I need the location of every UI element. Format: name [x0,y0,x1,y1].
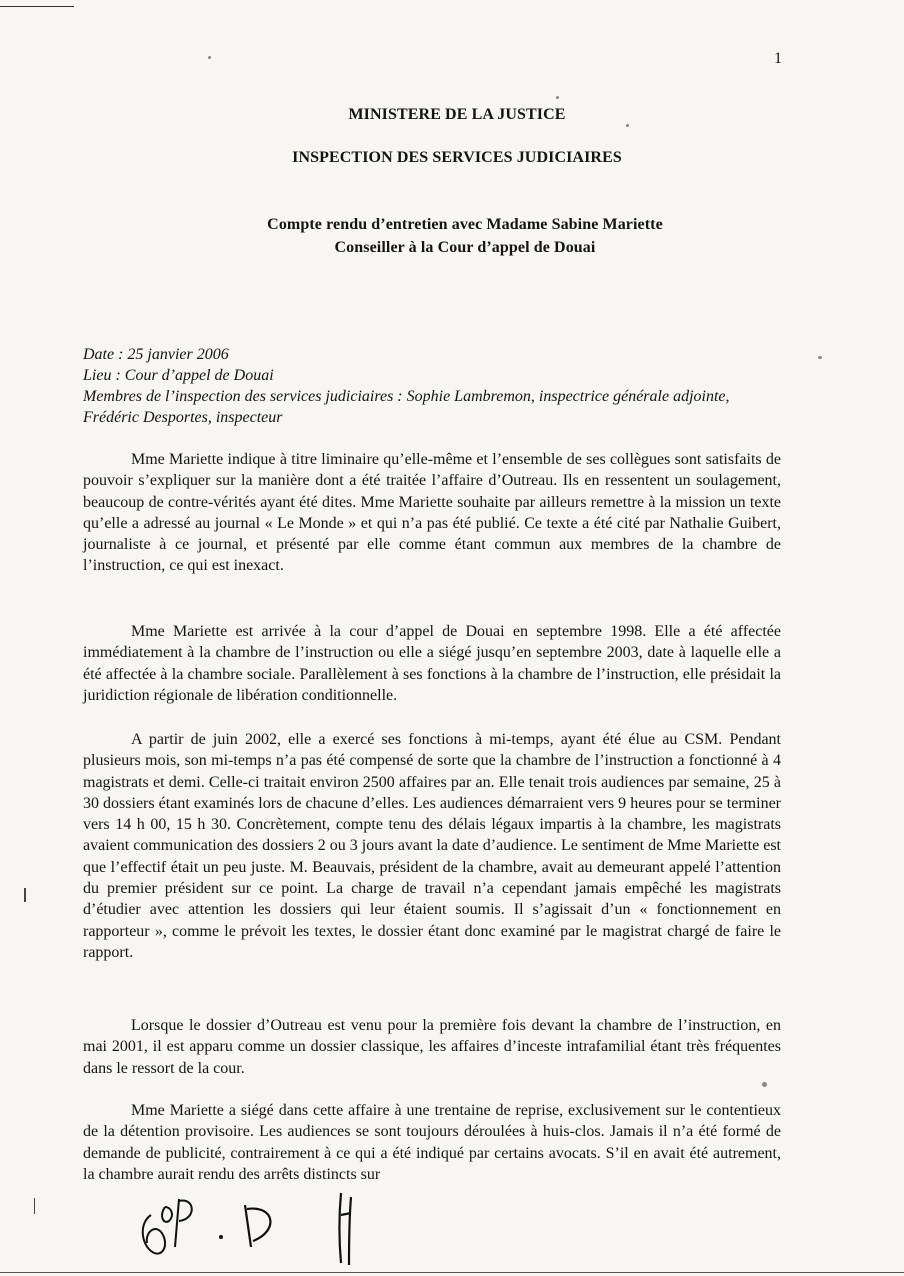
meta-members: Membres de l’inspection des services judiciaires : Sophie Lambremon, inspectrice générale adjointe, Frédéric Desportes, inspecteur [83,388,730,426]
scan-edge-line [0,1272,904,1273]
paragraph-3: A partir de juin 2002, elle a exercé ses fonctions à mi-temps, ayant été élue au CSM. Pendant plusieurs mois, son mi-temps n’a pas été compensé de sorte que la chambre de l’instruction a fonctionné à 4 magistrats et demi. Celle-ci traitait environ 2500 affaires par an. Elle tenait trois audiences par semaine, 25 à 30 dossiers étant examinés lors de chacune d’elles. Les audiences démarraient vers 9 heures pour se terminer vers 14 h 00, 15 h 30. Concrètement, compte tenu des délais légaux impartis à la chambre, les magistrats avaient communication des dossiers 2 ou 3 jours avant la date d’audience. Le sentiment de Mme Mariette est que l’effectif était un peu juste. M. Beauvais, président de la chambre, avait au demeurant appelé l’attention du premier président sur ce point. La charge de travail n’a cependant jamais empêché les magistrats d’étudier avec attention les dossiers qui leur étaient soumis. Il s’agissait d’un « fonctionnement en rapporteur », comme le prévoit les textes, le dossier étant donc examiné par le magistrat chargé de faire le rapport. [83,731,781,961]
scan-speck [762,1082,767,1087]
report-subtitle: Conseiller à la Cour d’appel de Douai [334,239,596,256]
inspection-heading: INSPECTION DES SERVICES JUDICIAIRES [292,149,622,166]
scan-edge-line [0,6,74,7]
paragraph-1: Mme Mariette indique à titre liminaire qu’elle-même et l’ensemble de ses collègues sont satisfaits de pouvoir s’expliquer sur la manière dont a été traitée l’affaire d’Outreau. Ils en ressentent un soulagement, beaucoup de contre-vérités ayant été dites. Mme Mariette souhaite par ailleurs remettre à la mission un texte qu’elle a adressé au journal « Le Monde » et qui n’a pas été publié. Ce texte a été cité par Nathalie Guibert, journaliste à ce journal, et présenté par elle comme étant commun aux membres de la chambre de l’instruction, ce qui est inexact. [83,451,781,575]
paragraph-2: Mme Mariette est arrivée à la cour d’appel de Douai en septembre 1998. Elle a été affectée immédiatement à la chambre de l’instruction ou elle a siégé jusqu’en septembre 2003, date à laquelle elle a été affectée à la chambre sociale. Parallèlement à ses fonctions à la chambre de l’instruction, elle présidait la juridiction régionale de libération conditionnelle. [83,623,781,704]
scan-speck [556,96,559,99]
report-title: Compte rendu d’entretien avec Madame Sabine Mariette [267,216,663,233]
handwritten-annotation [135,1185,375,1270]
page-number: 1 [774,50,782,67]
paragraph-4: Lorsque le dossier d’Outreau est venu pour la première fois devant la chambre de l’instruction, en mai 2001, il est apparu comme un dossier classique, les affaires d’inceste intrafamilial étant très fréquentes dans le ressort de la cour. [83,1017,781,1077]
scan-speck [626,124,629,127]
paragraph-5: Mme Mariette a siégé dans cette affaire à une trentaine de reprise, exclusivement sur le contentieux de la détention provisoire. Les audiences se sont toujours déroulées à huis-clos. Jamais il n’a été formé de demande de publicité, contrairement à ce qui a été indiqué par certains avocats. S’il en avait été autrement, la chambre aurait rendu des arrêts distincts sur [83,1102,781,1183]
ministry-heading: MINISTERE DE LA JUSTICE [348,106,566,123]
meta-lieu: Lieu : Cour d’appel de Douai [83,367,274,384]
scan-speck [818,356,822,359]
margin-mark [34,1198,35,1214]
meta-date: Date : 25 janvier 2006 [83,346,229,363]
scan-speck [208,56,211,59]
margin-mark [24,888,26,902]
